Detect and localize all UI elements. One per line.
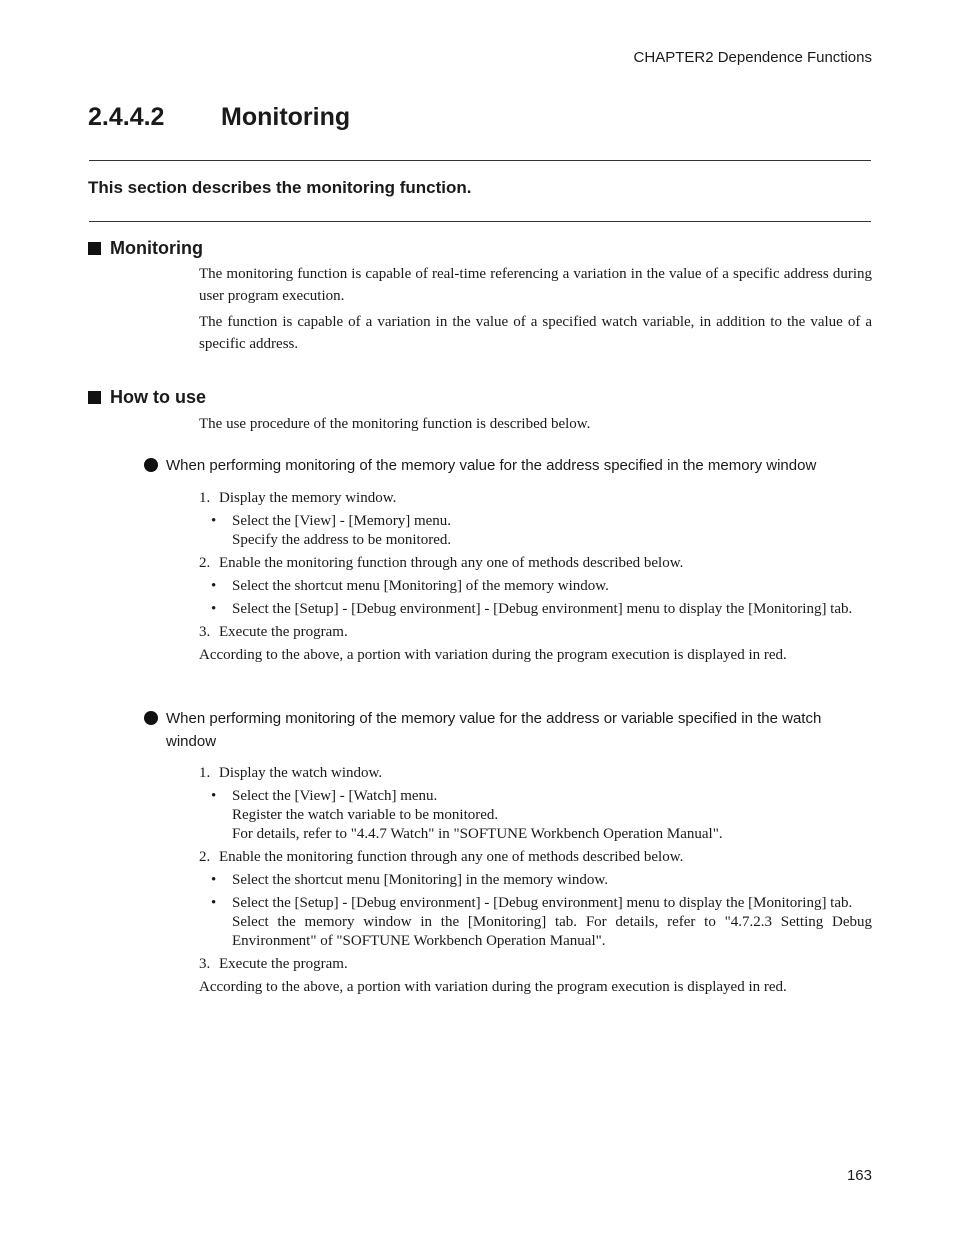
section-title-text: Monitoring [221,103,351,131]
sub-item-line: Register the watch variable to be monitored. [232,807,499,823]
list-item [199,955,872,974]
page-number: 163 [846,1167,872,1184]
step-number: 3. [199,956,211,972]
step-text: Display the memory window. [219,490,397,506]
list-item [199,623,872,642]
sub-item-line: Select the [Setup] - [Debug environment] - [Debug environment] menu to display the [Monitoring] tab. [232,601,853,617]
heading-how-to-use [88,387,206,408]
result-note: According to the above, a portion with variation during the program execution is displayed in red. [199,979,787,995]
list-item [199,848,872,867]
step-number: 1. [199,490,211,506]
step-text: Enable the monitoring function through any one of methods described below. [219,555,684,571]
heading-monitoring [88,238,203,259]
square-bullet-icon [88,391,101,404]
sub-item: • Select the [View] - [Memory] menu. Specify the address to be monitored. [199,512,872,550]
section-title [88,103,350,132]
circle-bullet-icon [144,458,158,472]
sub-item: • Select the shortcut menu [Monitoring] of the memory window. [199,577,872,596]
sub-item-line: Select the memory window in the [Monitoring] tab. For details, refer to "4.7.2.3 Setting Debug Environment" of "SOFTUNE Workbench Operation Manual". [232,914,872,949]
sub-item-line: Select the shortcut menu [Monitoring] of the memory window. [232,578,609,594]
case-heading [144,707,864,753]
step-text: Enable the monitoring function through any one of methods described below. [219,849,684,865]
bottom-divider [89,221,871,222]
step-number: 3. [199,624,211,640]
sub-item-line: Select the [View] - [Memory] menu. [232,513,452,529]
step-text: Display the watch window. [219,765,383,781]
list-item [199,554,872,573]
sub-item: • Select the shortcut menu [Monitoring] in the memory window. [199,871,872,890]
sub-item: • Select the [Setup] - [Debug environment] - [Debug environment] menu to display the [Monitoring] tab. Select the memory window in the [Monitoring] tab. For details, refer to "4.7.2.3 Setting Debug Environment" of "SOFTUNE Workbench Operation Manual". [211,895,872,949]
top-divider [89,160,871,161]
heading-monitoring-text: Monitoring [110,238,203,258]
case-heading-text: When performing monitoring of the memory value for the address specified in the memory window [166,457,817,474]
sub-item-line: Specify the address to be monitored. [232,532,452,548]
sub-item: • Select the [View] - [Watch] menu. Register the watch variable to be monitored. For details, refer to "4.4.7 Watch" in "SOFTUNE Workbench Operation Manual". [199,787,872,844]
step-number: 1. [199,765,211,781]
sub-item-line: For details, refer to "4.4.7 Watch" in "SOFTUNE Workbench Operation Manual". [232,826,723,842]
sub-item: • Select the [Setup] - [Debug environment] - [Debug environment] menu to display the [Monitoring] tab. [199,600,872,619]
monitoring-description [199,263,872,359]
paragraph: The function is capable of a variation in the value of a specified watch variable, in addition to the value of a specific address. [199,314,872,352]
list-item [199,764,872,783]
paragraph: The monitoring function is capable of real-time referencing a variation in the value of a specific address during user program execution. [199,266,872,304]
sub-item-line: Select the shortcut menu [Monitoring] in the memory window. [232,872,609,888]
result-note: According to the above, a portion with variation during the program execution is displayed in red. [199,647,787,663]
section-number: 2.4.4.2 [88,103,165,131]
heading-how-to-use-text: How to use [110,387,207,407]
list-item [199,489,872,508]
circle-bullet-icon [144,711,158,725]
square-bullet-icon [88,242,101,255]
step-text: Execute the program. [219,624,348,640]
step-number: 2. [199,849,211,865]
how-to-use-intro: The use procedure of the monitoring function is described below. [199,416,591,432]
procedure-list [199,489,872,665]
sub-item-line: Select the [Setup] - [Debug environment] - [Debug environment] menu to display the [Monitoring] tab. [232,895,853,911]
running-head: CHAPTER2 Dependence Functions [633,49,872,66]
case-heading-text: When performing monitoring of the memory value for the address or variable specified in the watch window [166,710,822,750]
sub-item-line: Select the [View] - [Watch] menu. [232,788,438,804]
case-heading [144,454,864,477]
procedure-list [199,764,872,997]
section-lead: This section describes the monitoring function. [88,178,472,197]
step-number: 2. [199,555,211,571]
step-text: Execute the program. [219,956,348,972]
